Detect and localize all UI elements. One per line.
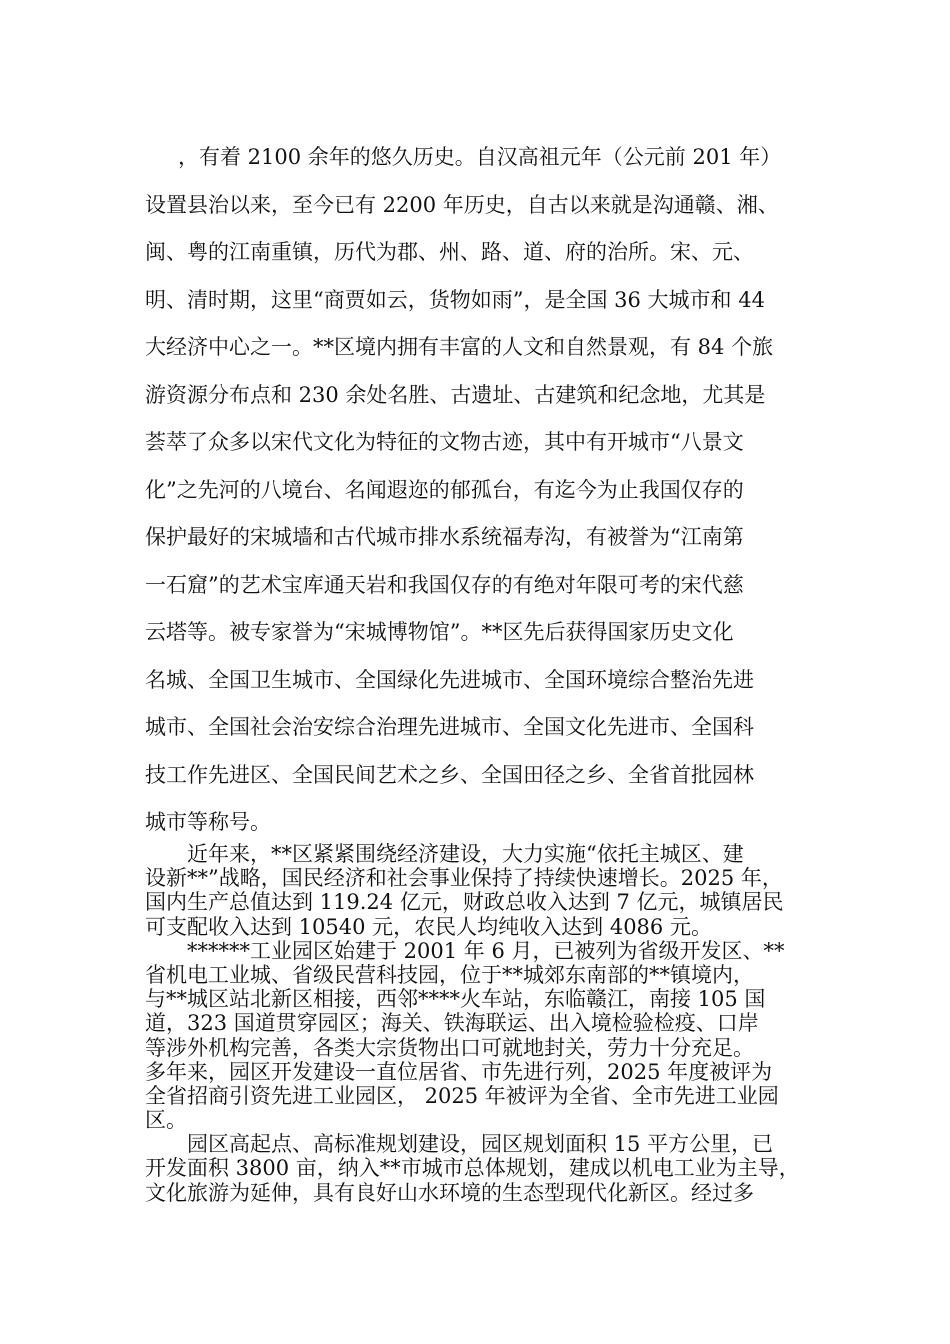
- text-line: 近年来，**区紧紧围绕经济建设，大力实施“依托主城区、建: [187, 842, 744, 866]
- text-line: 设置县治以来，至今已有 2200 年历史，自古以来就是沟通赣、湘、: [145, 192, 779, 217]
- text-line: 保护最好的宋城墙和古代城市排水系统福寿沟，有被誉为“江南第: [145, 525, 744, 549]
- text-line: 全省招商引资先进工业园区， 2025 年被评为全省、全市先进工业园: [145, 1083, 779, 1108]
- text-line: 可支配收入达到 10540 元，农民人均纯收入达到 4086 元。: [145, 914, 712, 939]
- text-line: 闽、粤的江南重镇，历代为郡、州、路、道、府的治所。宋、元、: [145, 240, 754, 264]
- paragraph-economy: [145, 842, 813, 939]
- paragraph-industrial-park: [145, 939, 813, 1133]
- text-line: 区。: [145, 1108, 187, 1133]
- text-line: 明、清时期，这里“商贾如云，货物如雨”，是全国 36 大城市和 44: [145, 287, 765, 312]
- text-line: 游资源分布点和 230 余处名胜、古遗址、古建筑和纪念地，尤其是: [145, 382, 766, 407]
- text-line: 文化旅游为延伸，具有良好山水环境的生态型现代化新区。经过多: [145, 1180, 754, 1205]
- text-line: 大经济中心之一。**区境内拥有丰富的人文和自然景观，有 84 个旅: [145, 335, 774, 359]
- text-line: 云塔等。被专家誉为“宋城博物馆”。**区先后获得国家历史文化: [145, 620, 734, 644]
- text-line: 化”之先河的八境台、名闻遐迩的郁孤台，有迄今为止我国仅存的: [145, 477, 744, 502]
- text-line: 名城、全国卫生城市、全国绿化先进城市、全国环境综合整治先进: [145, 667, 754, 692]
- text-line: 城市、全国社会治安综合治理先进城市、全国文化先进市、全国科: [145, 715, 754, 739]
- paragraph-history: [145, 134, 813, 847]
- text-line: 园区高起点、高标准规划建设，园区规划面积 15 平方公里，已: [187, 1132, 774, 1157]
- text-line: 省机电工业城、省级民营科技园，位于**城郊东南部的**镇境内，: [145, 962, 754, 987]
- paragraph-planning: [145, 1132, 813, 1205]
- compact-section: [145, 842, 813, 1205]
- text-line: 等涉外机构完善，各类大宗货物出口可就地封关，劳力十分充足。: [145, 1035, 754, 1060]
- text-line: ，有着 2100 余年的悠久历史。自汉高祖元年（公元前 201 年）: [178, 145, 782, 169]
- text-line: 与**城区站北新区相接，西邻****火车站，东临赣江，南接 105 国: [145, 987, 766, 1012]
- text-line: 道，323 国道贯穿园区；海关、铁海联运、出入境检验检疫、口岸: [145, 1011, 759, 1036]
- text-line: 城市等称号。: [145, 810, 271, 834]
- text-line: 开发面积 3800 亩，纳入**市城市总体规划，建成以机电工业为主导，: [145, 1156, 800, 1181]
- text-line: 技工作先进区、全国民间艺术之乡、全国田径之乡、全省首批园林: [145, 762, 754, 787]
- text-line: 多年来，园区开发建设一直位居省、市先进行列，2025 年度被评为: [145, 1059, 773, 1084]
- text-line: 国内生产总值达到 119.24 亿元，财政总收入达到 7 亿元，城镇居民: [145, 890, 784, 915]
- text-line: 一石窟”的艺术宝库通天岩和我国仅存的有绝对年限可考的宋代慈: [145, 572, 744, 597]
- text-line: ******工业园区始建于 2001 年 6 月，已被列为省级开发区、**: [187, 938, 785, 963]
- text-line: 荟萃了众多以宋代文化为特征的文物古迹，其中有开城市“八景文: [145, 430, 744, 454]
- text-line: 设新**”战略，国民经济和社会事业保持了持续快速增长。2025 年，: [145, 866, 783, 891]
